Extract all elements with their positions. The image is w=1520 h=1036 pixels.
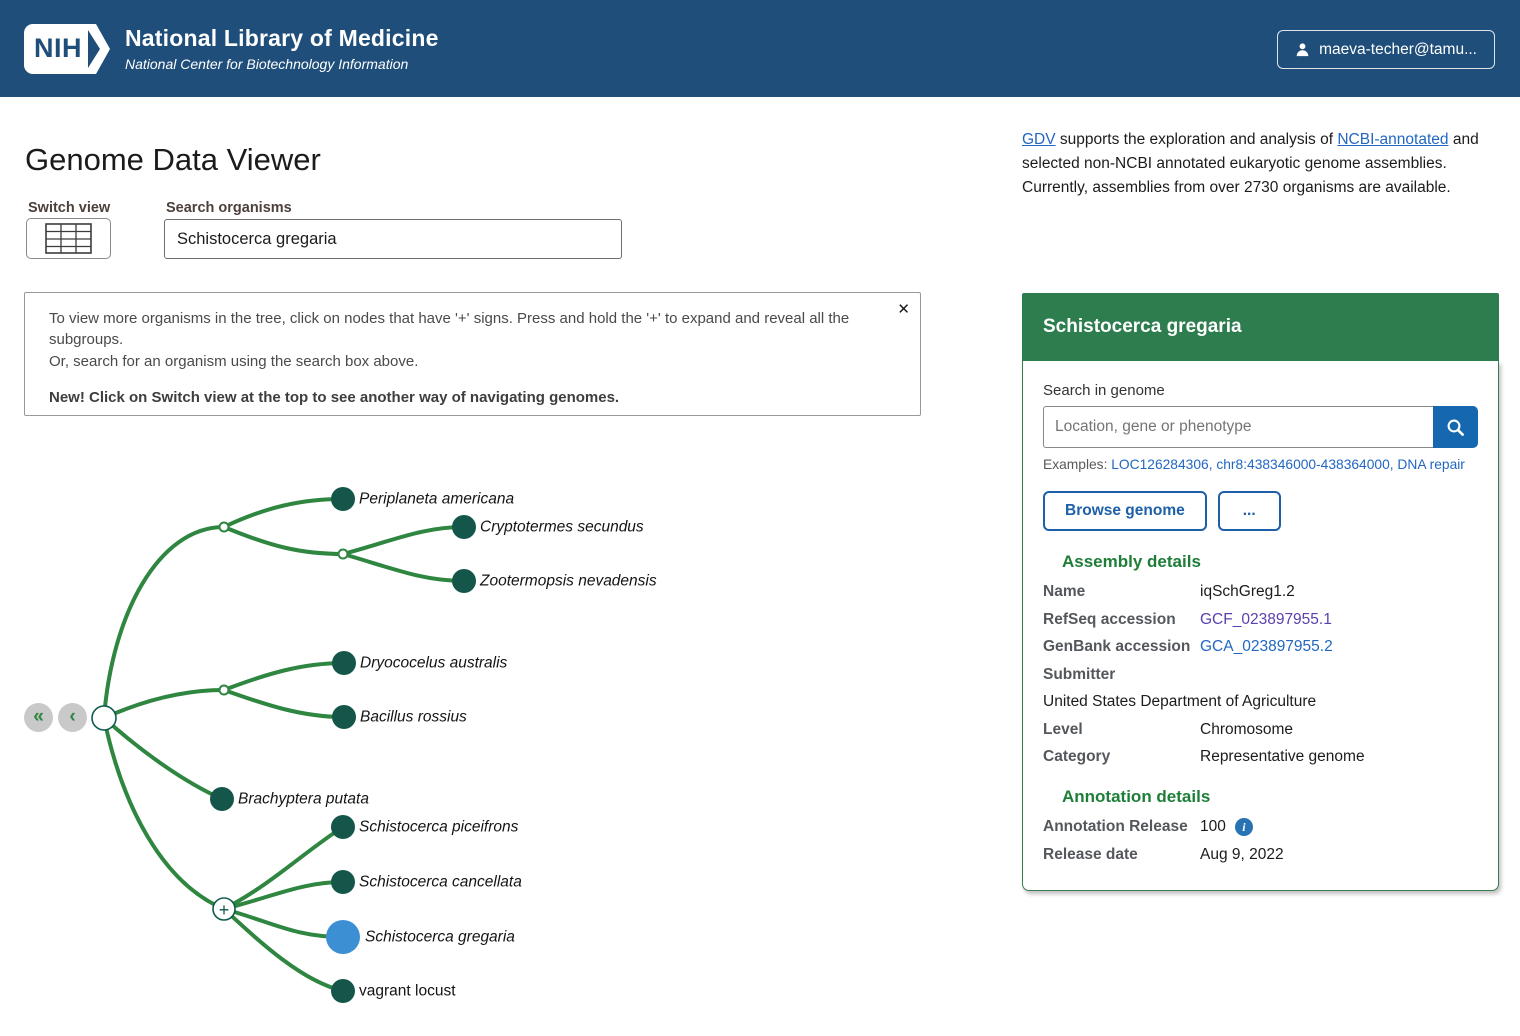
tree-leaf-brachyptera-putata[interactable] <box>210 787 234 811</box>
tree-leaf-zootermopsis-nevadensis[interactable] <box>452 569 476 593</box>
close-icon[interactable]: ✕ <box>894 297 913 321</box>
search-examples: Examples: LOC126284306, chr8:438346000-438364000, DNA repair <box>1043 457 1465 472</box>
example-link[interactable]: DNA repair <box>1397 457 1465 472</box>
tree-leaf-bacillus-rossius[interactable] <box>332 705 356 729</box>
assembly-details-grid <box>1043 583 1478 766</box>
org-name: National Library of Medicine <box>125 25 439 51</box>
browse-genome-button[interactable]: Browse genome <box>1043 491 1207 531</box>
tree-label[interactable]: Brachyptera putata <box>238 790 369 808</box>
tree-leaf-schistocerca-gregaria-selected[interactable] <box>326 920 360 954</box>
search-in-genome-label: Search in genome <box>1043 382 1165 399</box>
category-value: Representative genome <box>1200 748 1365 765</box>
refseq-label: RefSeq accession <box>1043 610 1176 628</box>
tree-label[interactable]: vagrant locust <box>359 982 456 1000</box>
tree-branches <box>104 499 464 991</box>
notice-line-1: To view more organisms in the tree, click on nodes that have '+' signs. Press and hold the '+' to expand and reveal all the subgroups. <box>49 310 850 349</box>
name-value: iqSchGreg1.2 <box>1200 583 1295 600</box>
tree-expand-node[interactable] <box>213 898 235 920</box>
refseq-accession-link[interactable]: GCF_023897955.1 <box>1200 610 1332 628</box>
tree-leaf-schistocerca-piceifrons[interactable] <box>331 815 355 839</box>
submitter-value: United States Department of Agriculture <box>1043 693 1317 710</box>
search-icon <box>1446 418 1465 437</box>
search-organisms-input[interactable] <box>164 219 622 259</box>
tree-label[interactable]: Schistocerca piceifrons <box>359 818 519 836</box>
annotation-release-label: Annotation Release <box>1043 818 1188 835</box>
annotation-release-value: 100 <box>1200 818 1226 835</box>
switch-view-label: Switch view <box>28 200 111 216</box>
panel-title: Schistocerca gregaria <box>1022 293 1499 361</box>
user-email: maeva-techer@tamu... <box>1319 40 1477 58</box>
switch-view-button[interactable] <box>26 218 111 259</box>
user-account-button[interactable] <box>1277 30 1495 69</box>
category-label: Category <box>1043 748 1111 765</box>
table-view-icon <box>45 223 92 254</box>
submitter-label: Submitter <box>1043 665 1116 683</box>
page-title: Genome Data Viewer <box>25 141 321 177</box>
info-icon[interactable]: i <box>1235 818 1253 836</box>
name-label: Name <box>1043 583 1086 600</box>
tree-internal-node[interactable] <box>220 523 229 532</box>
assembly-details-heading: Assembly details <box>1062 552 1201 571</box>
tree-label[interactable]: Dryococelus australis <box>360 654 508 672</box>
tree-label[interactable]: Zootermopsis nevadensis <box>480 572 657 590</box>
example-link[interactable]: chr8:438346000-438364000 <box>1216 457 1390 472</box>
notice-line-2: Or, search for an organism using the search box above. <box>49 352 419 370</box>
tree-label[interactable]: Cryptotermes secundus <box>480 518 644 536</box>
tree-collapse-button[interactable]: ‹ <box>58 703 87 732</box>
gdv-link[interactable]: GDV <box>1022 130 1056 148</box>
example-link[interactable]: LOC126284306 <box>1111 457 1209 472</box>
more-options-button[interactable]: ... <box>1218 491 1281 531</box>
tree-leaf-vagrant-locust[interactable] <box>331 979 355 1003</box>
search-organisms-label: Search organisms <box>166 200 292 216</box>
phylogenetic-tree <box>0 460 700 1036</box>
tree-leaf-dryococelus-australis[interactable] <box>332 651 356 675</box>
org-subtitle: National Center for Biotechnology Information <box>125 56 409 72</box>
release-date-label: Release date <box>1043 845 1138 863</box>
ncbi-annotated-link[interactable]: NCBI-annotated <box>1337 130 1449 148</box>
tree-label[interactable]: Periplaneta americana <box>359 490 515 508</box>
genome-search-input[interactable] <box>1043 406 1433 448</box>
tree-leaf-cryptotermes-secundus[interactable] <box>452 515 476 539</box>
nih-logo-mark: NIH <box>24 24 88 74</box>
tree-label[interactable]: Schistocerca cancellata <box>359 873 522 891</box>
gdv-intro-text: GDV supports the exploration and analysis of NCBI-annotated and selected non-NCBI annotated eukaryotic genome assemblies. Currently, assemblies from over 2730 organisms are available. <box>1022 130 1479 197</box>
organism-details-panel <box>1022 293 1499 891</box>
annotation-details-grid <box>1043 818 1478 864</box>
nih-header-banner <box>0 0 1520 97</box>
tree-internal-node[interactable] <box>339 550 348 559</box>
plus-icon: + <box>218 900 230 920</box>
tree-leaf-schistocerca-cancellata[interactable] <box>331 870 355 894</box>
tree-root-node[interactable] <box>92 706 116 730</box>
level-label: Level <box>1043 720 1083 738</box>
level-value: Chromosome <box>1200 720 1294 738</box>
genbank-accession-link[interactable]: GCA_023897955.2 <box>1200 638 1333 655</box>
tree-label-selected[interactable]: Schistocerca gregaria <box>365 928 515 946</box>
tree-internal-node[interactable] <box>220 686 229 695</box>
nih-nlm-logo[interactable] <box>24 24 439 74</box>
release-date-value: Aug 9, 2022 <box>1200 845 1284 863</box>
tree-collapse-all-button[interactable]: « <box>24 703 53 732</box>
user-icon <box>1295 42 1310 57</box>
tree-label[interactable]: Bacillus rossius <box>360 708 467 726</box>
tree-leaf-periplaneta-americana[interactable] <box>331 487 355 511</box>
annotation-details-heading: Annotation details <box>1062 787 1211 806</box>
genbank-label: GenBank accession <box>1043 638 1191 655</box>
tree-help-notice <box>24 292 921 416</box>
genome-search-button[interactable] <box>1433 406 1478 448</box>
notice-highlight: New! Click on Switch view at the top to see another way of navigating genomes. <box>49 389 620 407</box>
nih-logo-chevron-icon <box>88 24 112 74</box>
